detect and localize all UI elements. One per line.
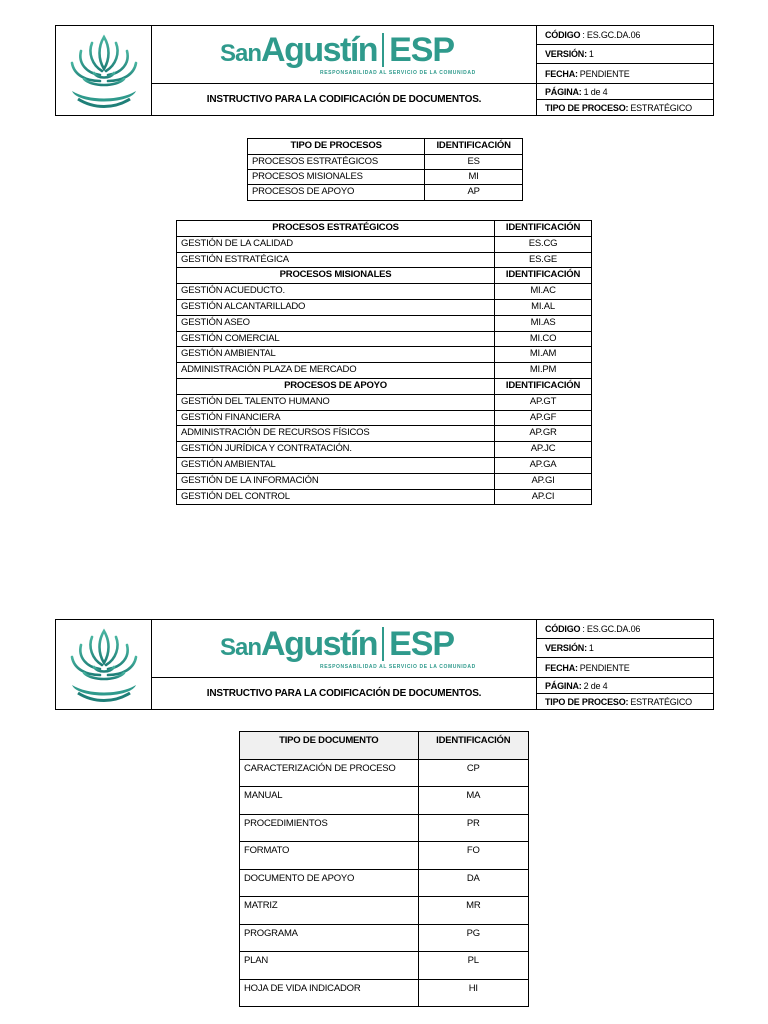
table-row <box>177 299 592 315</box>
table-cell: ADMINISTRACIÓN DE RECURSOS FÍSICOS <box>177 426 495 442</box>
table-cell: AP <box>425 185 523 200</box>
table-row <box>177 347 592 363</box>
document-title: INSTRUCTIVO PARA LA CODIFICACIÓN DE DOCUMENTOS. <box>152 84 537 115</box>
table-cell: HOJA DE VIDA INDICADOR <box>240 979 419 1007</box>
table-cell: MR <box>418 897 528 925</box>
table-cell: GESTIÓN COMERCIAL <box>177 331 495 347</box>
table-row <box>177 489 592 505</box>
page2-header <box>55 619 714 710</box>
table-cell: GESTIÓN ASEO <box>177 315 495 331</box>
section-header-row <box>177 378 592 394</box>
section-header: PROCESOS DE APOYO <box>177 378 495 394</box>
table-cell: ADMINISTRACIÓN PLAZA DE MERCADO <box>177 363 495 379</box>
table-cell: GESTIÓN FINANCIERA <box>177 410 495 426</box>
table-row <box>177 252 592 268</box>
table-row <box>240 924 529 952</box>
brand-esp: ESP <box>389 625 455 663</box>
brand-san: San <box>220 634 262 661</box>
company-wordmark <box>152 620 537 678</box>
meta-block <box>537 26 713 115</box>
table-cell: GESTIÓN DEL TALENTO HUMANO <box>177 394 495 410</box>
table-cell: GESTIÓN DE LA CALIDAD <box>177 236 495 252</box>
table-row <box>240 869 529 897</box>
table-row <box>177 363 592 379</box>
company-wordmark <box>152 26 537 84</box>
table-cell: AP.JC <box>495 442 592 458</box>
table-header-row <box>248 139 523 155</box>
table-row <box>248 185 523 200</box>
table-cell: ES.CG <box>495 236 592 252</box>
meta-version: VERSIÓN: 1 <box>537 45 713 64</box>
table-row <box>240 979 529 1007</box>
table-row <box>177 442 592 458</box>
table-cell: ES.GE <box>495 252 592 268</box>
table-row <box>240 842 529 870</box>
table-cell: CARACTERIZACIÓN DE PROCESO <box>240 759 419 787</box>
page1-header <box>55 25 714 116</box>
brand-agustin: Agustín <box>261 31 378 69</box>
meta-block <box>537 620 713 709</box>
meta-fecha: FECHA: PENDIENTE <box>537 64 713 84</box>
lotus-logo-icon <box>64 623 144 707</box>
table-cell: MI.PM <box>495 363 592 379</box>
table-cell: MI.AC <box>495 284 592 300</box>
table-cell: AP.GF <box>495 410 592 426</box>
table-row <box>177 473 592 489</box>
meta-pagina: PÁGINA: 2 de 4 <box>537 678 713 694</box>
section-header-row <box>177 221 592 237</box>
meta-codigo: CÓDIGO : ES.GC.DA.06 <box>537 620 713 639</box>
lotus-logo-icon <box>64 29 144 113</box>
table-cell: GESTIÓN ACUEDUCTO. <box>177 284 495 300</box>
table-cell: PLAN <box>240 952 419 980</box>
tipos-procesos-table <box>247 138 523 201</box>
section-header: PROCESOS ESTRATÉGICOS <box>177 221 495 237</box>
table-row <box>177 410 592 426</box>
table-cell: MA <box>418 787 528 815</box>
table-cell: CP <box>418 759 528 787</box>
table-cell: GESTIÓN ESTRATÉGICA <box>177 252 495 268</box>
table-cell: MI.AM <box>495 347 592 363</box>
table-row <box>177 315 592 331</box>
table-row <box>248 154 523 169</box>
brand-agustin: Agustín <box>261 625 378 663</box>
section-header: IDENTIFICACIÓN <box>495 221 592 237</box>
table-cell: PROCESOS DE APOYO <box>248 185 425 200</box>
table-row <box>177 394 592 410</box>
table-cell: PROCEDIMIENTOS <box>240 814 419 842</box>
column-header: IDENTIFICACIÓN <box>418 732 528 760</box>
table-row <box>240 897 529 925</box>
table-row <box>248 170 523 185</box>
meta-tipo-proceso: TIPO DE PROCESO: ESTRATÉGICO <box>545 102 692 113</box>
table-cell: FO <box>418 842 528 870</box>
table-cell: MANUAL <box>240 787 419 815</box>
meta-codigo: CÓDIGO : ES.GC.DA.06 <box>537 26 713 45</box>
section-header: IDENTIFICACIÓN <box>495 268 592 284</box>
column-header: IDENTIFICACIÓN <box>425 139 523 155</box>
column-header: TIPO DE DOCUMENTO <box>240 732 419 760</box>
table-cell: MATRIZ <box>240 897 419 925</box>
brand-tagline: RESPONSABILIDAD AL SERVICIO DE LA COMUNIDAD <box>320 70 476 76</box>
table-row <box>177 457 592 473</box>
brand-cell <box>152 620 537 678</box>
section-header: IDENTIFICACIÓN <box>495 378 592 394</box>
meta-tipo-proceso: TIPO DE PROCESO: ESTRATÉGICO <box>545 696 692 707</box>
table-cell: PG <box>418 924 528 952</box>
meta-pagina: PÁGINA: 1 de 4 <box>537 84 713 100</box>
table-row <box>177 331 592 347</box>
logo-cell <box>56 620 152 709</box>
table-cell: MI.CO <box>495 331 592 347</box>
brand-san: San <box>220 40 262 67</box>
table-cell: GESTIÓN JURÍDICA Y CONTRATACIÓN. <box>177 442 495 458</box>
table-cell: AP.GT <box>495 394 592 410</box>
table-cell: FORMATO <box>240 842 419 870</box>
table-cell: GESTIÓN AMBIENTAL <box>177 347 495 363</box>
table-cell: DOCUMENTO DE APOYO <box>240 869 419 897</box>
tipos-documento-table <box>239 731 529 1007</box>
table-cell: AP.GI <box>495 473 592 489</box>
table-row <box>240 759 529 787</box>
table-cell: GESTIÓN AMBIENTAL <box>177 457 495 473</box>
section-header-row <box>177 268 592 284</box>
table-cell: HI <box>418 979 528 1007</box>
table-header-row <box>240 732 529 760</box>
table-cell: GESTIÓN DE LA INFORMACIÓN <box>177 473 495 489</box>
table-cell: PL <box>418 952 528 980</box>
logo-cell <box>56 26 152 115</box>
table-row <box>177 426 592 442</box>
table-cell: GESTIÓN ALCANTARILLADO <box>177 299 495 315</box>
table-row <box>177 284 592 300</box>
column-header: TIPO DE PROCESOS <box>248 139 425 155</box>
meta-version: VERSIÓN: 1 <box>537 639 713 658</box>
table-cell: DA <box>418 869 528 897</box>
table-cell: PROCESOS MISIONALES <box>248 170 425 185</box>
meta-fecha: FECHA: PENDIENTE <box>537 658 713 678</box>
table-row <box>240 814 529 842</box>
table-cell: MI.AS <box>495 315 592 331</box>
brand-cell <box>152 26 537 84</box>
procesos-codes-table <box>176 220 592 505</box>
section-header: PROCESOS MISIONALES <box>177 268 495 284</box>
table-cell: AP.GR <box>495 426 592 442</box>
table-cell: MI.AL <box>495 299 592 315</box>
table-cell: PROCESOS ESTRATÉGICOS <box>248 154 425 169</box>
document-title: INSTRUCTIVO PARA LA CODIFICACIÓN DE DOCUMENTOS. <box>152 678 537 709</box>
table-row <box>177 236 592 252</box>
table-cell: PR <box>418 814 528 842</box>
table-cell: MI <box>425 170 523 185</box>
table-cell: AP.GA <box>495 457 592 473</box>
table-cell: GESTIÓN DEL CONTROL <box>177 489 495 505</box>
table-row <box>240 952 529 980</box>
brand-esp: ESP <box>389 31 455 69</box>
table-cell: ES <box>425 154 523 169</box>
table-row <box>240 787 529 815</box>
brand-tagline: RESPONSABILIDAD AL SERVICIO DE LA COMUNIDAD <box>320 664 476 670</box>
table-cell: PROGRAMA <box>240 924 419 952</box>
table-cell: AP.CI <box>495 489 592 505</box>
